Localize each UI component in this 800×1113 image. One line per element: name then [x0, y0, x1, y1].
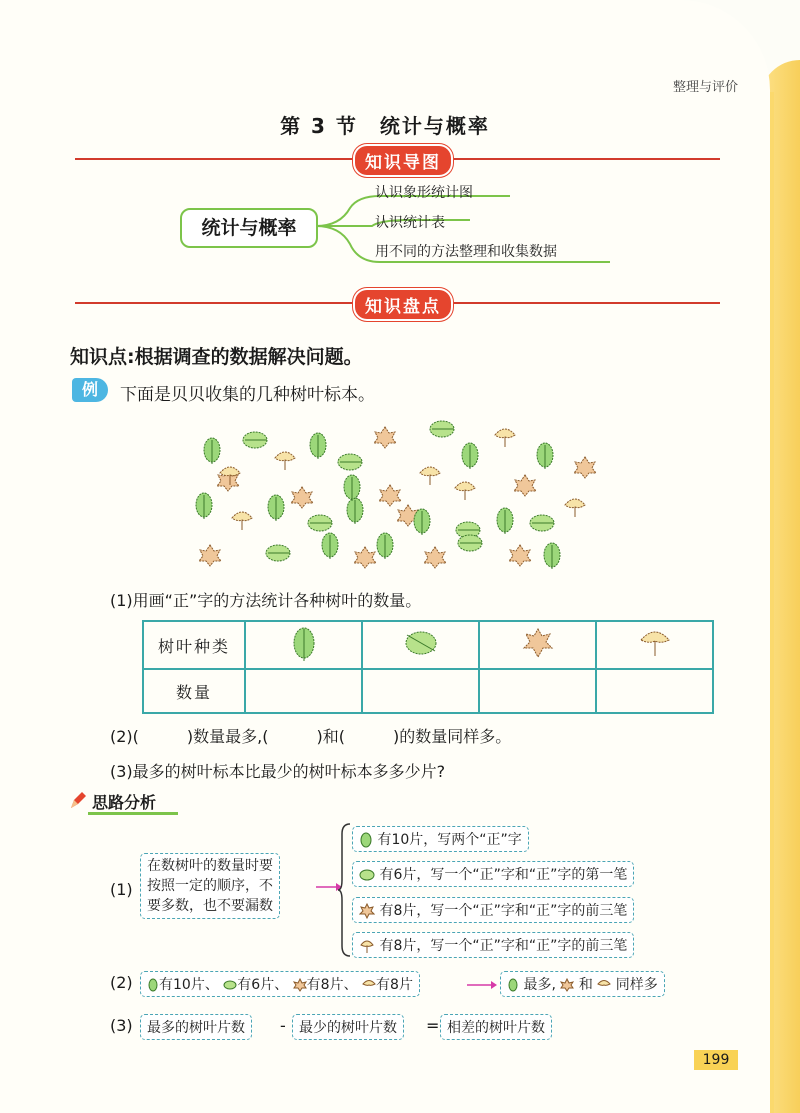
pencil-icon: [68, 790, 88, 812]
leaf-type-4-icon: [597, 978, 611, 992]
leaf-type-4-icon: [637, 626, 673, 660]
q2-part-2: )数量最多,(: [186, 727, 269, 746]
analysis-item-4: [352, 932, 634, 958]
count-cell-1[interactable]: [245, 669, 362, 713]
section-title: 第 3 节 统计与概率: [280, 114, 490, 138]
analysis-item-3: [352, 897, 634, 923]
p1-box-line: 在数树叶的数量时要: [147, 858, 273, 874]
example-text: 下面是贝贝收集的几种树叶标本。: [120, 385, 375, 405]
count-text: 有6片、: [237, 977, 289, 993]
analysis-p1-box: [140, 853, 280, 919]
table-header-count: 数量: [143, 669, 245, 713]
analysis-p3-term-2: 最少的树叶片数: [292, 1014, 404, 1040]
count-cell-2[interactable]: [362, 669, 479, 713]
count-cell-4[interactable]: [596, 669, 713, 713]
leaf-type-3-icon: [521, 626, 555, 660]
count-text: 有8片: [376, 977, 413, 993]
analysis-p2-counts: [140, 971, 420, 997]
result-text: 和: [578, 977, 593, 993]
section-header: 整理与评价: [672, 80, 738, 95]
analysis-p1-label: (1): [110, 880, 133, 899]
leaf-type-3-cell: [479, 621, 596, 669]
p1-box-line: 按照一定的顺序，不: [147, 878, 273, 894]
leaf-type-1-icon: [359, 832, 373, 848]
leaf-type-4-icon: [362, 978, 376, 992]
mind-map-item-3: 用不同的方法整理和收集数据: [375, 244, 557, 260]
question-1: (1)用画“正”字的方法统计各种树叶的数量。: [110, 591, 422, 610]
tag-mind-map: 知识导图: [355, 146, 451, 175]
table-row: [143, 669, 713, 713]
leaf-type-4-icon: [359, 938, 375, 954]
leaf-type-1-icon: [289, 623, 319, 663]
page-number: 199: [694, 1050, 738, 1070]
brace-icon: [338, 822, 352, 958]
leaf-type-2-icon: [223, 979, 237, 991]
count-cell-3[interactable]: [479, 669, 596, 713]
leaf-type-2-cell: [362, 621, 479, 669]
analysis-p3-label: (3): [110, 1016, 133, 1035]
leaf-illustration: [190, 415, 610, 575]
p1-box-line: 要多数，也不要漏数: [147, 898, 273, 914]
item-text: 有10片，写两个“正”字: [377, 832, 522, 848]
leaf-type-1-icon: [507, 978, 519, 992]
count-text: 有10片、: [159, 977, 219, 993]
q2-part-1: (2)(: [110, 727, 139, 746]
mind-map-item-2: 认识统计表: [375, 215, 445, 231]
count-text: 有8片、: [306, 977, 358, 993]
analysis-item-2: [352, 861, 634, 887]
tally-table: [142, 620, 714, 714]
item-text: 有8片，写一个“正”字和“正”字的前三笔: [379, 903, 628, 919]
analysis-p3-result: 相差的树叶片数: [440, 1014, 552, 1040]
mind-map-root: 统计与概率: [180, 208, 318, 248]
leaf-type-1-cell: [245, 621, 362, 669]
leaf-type-3-icon: [359, 903, 375, 919]
leaf-type-3-icon: [293, 978, 307, 992]
equals-sign: =: [426, 1016, 440, 1035]
leaf-type-2-icon: [401, 625, 441, 661]
leaf-type-1-icon: [147, 978, 159, 992]
item-text: 有8片，写一个“正”字和“正”字的前三笔: [379, 938, 628, 954]
item-text: 有6片，写一个“正”字和“正”字的第一笔: [379, 867, 628, 883]
arrow-icon: [467, 978, 497, 992]
example-badge: 例: [72, 378, 108, 402]
analysis-item-1: [352, 826, 529, 852]
leaf-type-2-icon: [359, 868, 375, 882]
result-text: 同样多: [615, 977, 658, 993]
table-header-leaf-type: 树叶种类: [143, 621, 245, 669]
mind-map-item-1: 认识象形统计图: [375, 185, 473, 201]
question-2: [110, 724, 511, 747]
leaf-type-3-icon: [560, 978, 574, 992]
analysis-title: 思路分析: [92, 793, 157, 812]
analysis-p3-term-1: 最多的树叶片数: [140, 1014, 252, 1040]
tag-review: 知识盘点: [355, 290, 451, 319]
analysis-p2-label: (2): [110, 973, 133, 992]
analysis-p2-result: [500, 971, 665, 997]
minus-sign: -: [280, 1016, 286, 1035]
question-3: (3)最多的树叶标本比最少的树叶标本多多少片?: [110, 762, 446, 781]
knowledge-point: 知识点:根据调查的数据解决问题。: [70, 346, 363, 368]
q2-part-4: )的数量同样多。: [392, 727, 512, 746]
table-row: [143, 621, 713, 669]
q2-part-3: )和(: [316, 727, 345, 746]
leaf-type-4-cell: [596, 621, 713, 669]
result-text: 最多,: [523, 977, 556, 993]
